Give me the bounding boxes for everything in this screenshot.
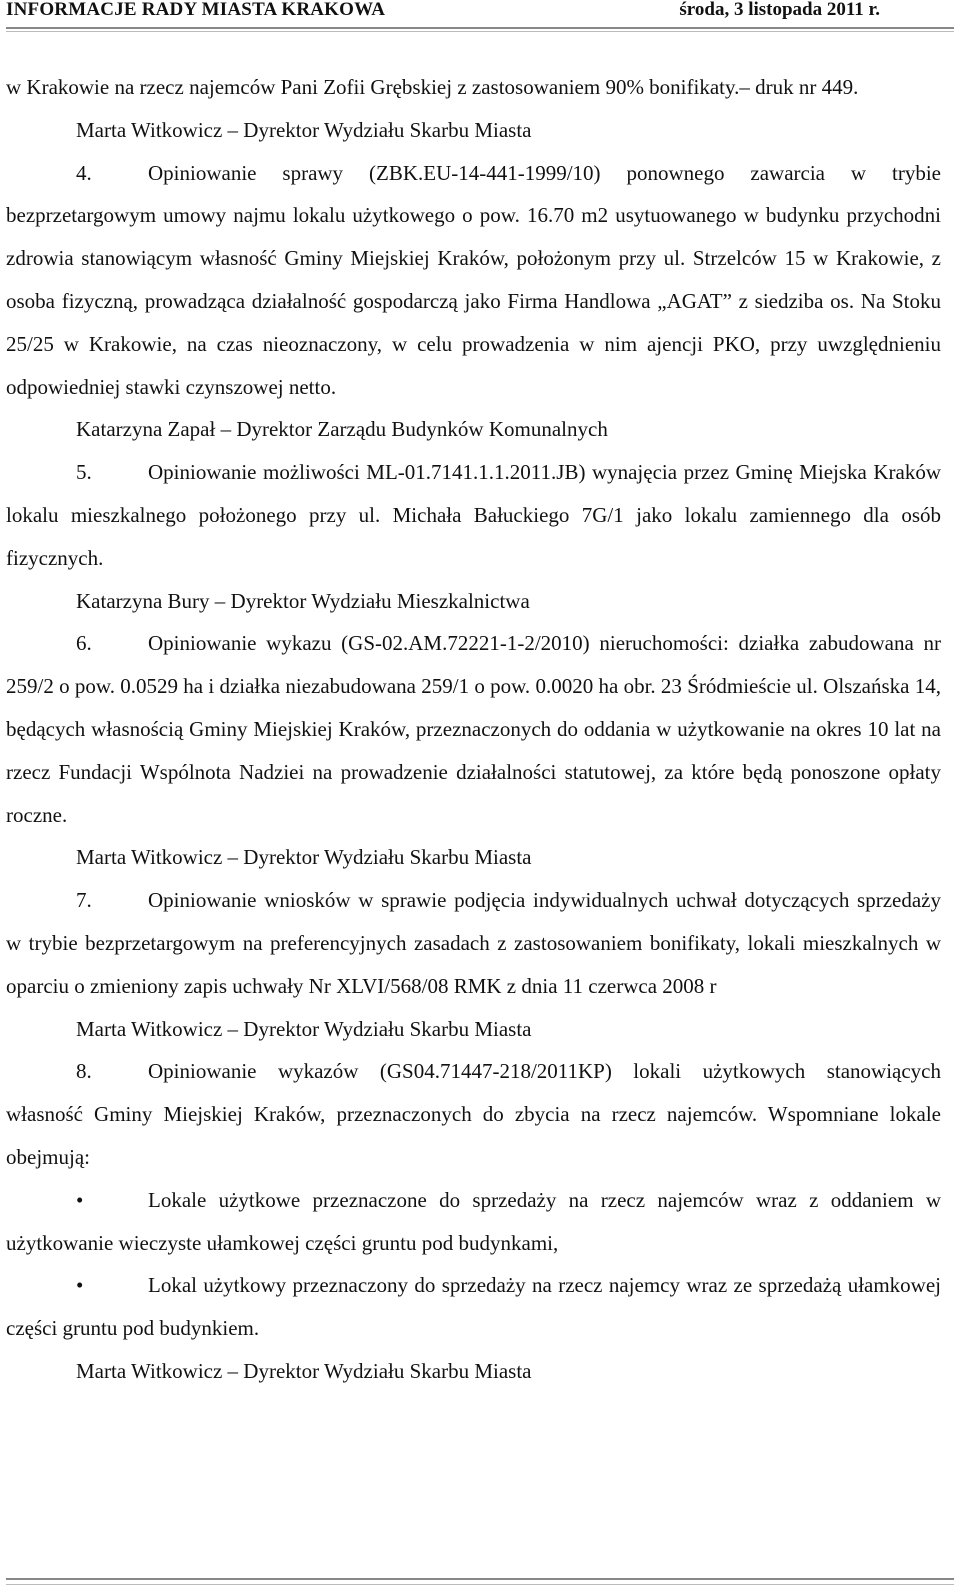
- agenda-item-6: [6, 622, 941, 836]
- agenda-item-8: [6, 1050, 941, 1178]
- item-number: 5.: [76, 460, 92, 485]
- footer-rule: [6, 1578, 954, 1585]
- signature-line: Marta Witkowicz – Dyrektor Wydziału Skarbu Miasta: [76, 845, 532, 870]
- signature-line: Katarzyna Bury – Dyrektor Wydziału Mieszkalnictwa: [76, 588, 530, 613]
- publication-date: środa, 3 listopada 2011 r.: [679, 0, 880, 20]
- bullet-item-1: [6, 1179, 941, 1265]
- item-number: 7.: [76, 888, 92, 913]
- item-text: Opiniowanie wykazu (GS-02.AM.72221-1-2/2010) nieruchomości: działka zabudowana nr 259/2 o pow. 0.0529 ha i działka niezabudowana 259/1 o pow. 0.0020 ha obr. 23 Śródmieście ul. Olszańska 14, będących własnością Gminy Miejskiej Kraków, przeznaczonych do oddania w użytkowanie na okres 10 lat na rzecz Fundacji Wspólnota Nadziei na prowadzenie działalności statutowej, za które będą ponoszone opłaty roczne.: [6, 631, 941, 827]
- item-text: Opiniowanie możliwości ML-01.7141.1.1.2011.JB) wynajęcia przez Gminę Miejska Kraków lokalu mieszkalnego położonego przy ul. Michała Bałuckiego 7G/1 jako lokalu zamiennego dla osób fizycznych.: [6, 460, 941, 570]
- bullet-text: Lokal użytkowy przeznaczony do sprzedaży na rzecz najemcy wraz ze sprzedażą ułamkowej części gruntu pod budynkiem.: [6, 1273, 941, 1341]
- item-text: Opiniowanie sprawy (ZBK.EU-14-441-1999/10) ponownego zawarcia w trybie bezprzetargowym umowy najmu lokalu użytkowego o pow. 16.70 m2 usytuowanego w budynku przychodni zdrowia stanowiącym własność Gminy Miejskiej Kraków, położonym przy ul. Strzelców 15 w Krakowie, z osoba fizyczną, prowadząca działalność gospodarczą jako Firma Handlowa „AGAT” z siedziba os. Na Stoku 25/25 w Krakowie, na czas nieoznaczony, w celu prowadzenia w nim ajencji PKO, przy uwzględnieniu odpowiedniej stawki czynszowej netto.: [6, 160, 941, 399]
- paragraph-continuation: w Krakowie na rzecz najemców Pani Zofii Grębskiej z zastosowaniem 90% bonifikaty.– druk nr 449.: [6, 75, 859, 99]
- bullet-text: Lokale użytkowe przeznaczone do sprzedaży na rzecz najemców wraz z oddaniem w użytkowanie wieczyste ułamkowej części gruntu pod budynkami,: [6, 1187, 941, 1255]
- item-text: Opiniowanie wykazów (GS04.71447-218/2011KP) lokali użytkowych stanowiących własność Gminy Miejskiej Kraków, przeznaczonych do zbycia na rzecz najemców. Wspomniane lokale obejmują:: [6, 1059, 941, 1169]
- bullet-icon: •: [76, 1273, 84, 1298]
- item-number: 6.: [76, 631, 92, 656]
- page-header: [0, 0, 960, 22]
- signature-line: Marta Witkowicz – Dyrektor Wydziału Skarbu Miasta: [76, 117, 532, 142]
- signature-line: Katarzyna Zapał – Dyrektor Zarządu Budynków Komunalnych: [76, 417, 608, 442]
- agenda-item-4: [6, 152, 941, 409]
- agenda-item-7: [6, 879, 941, 1007]
- publication-title: INFORMACJE RADY MIASTA KRAKOWA: [6, 0, 386, 20]
- header-rule: [6, 27, 954, 32]
- signature-line: Marta Witkowicz – Dyrektor Wydziału Skarbu Miasta: [76, 1016, 532, 1041]
- bullet-item-2: [6, 1264, 941, 1350]
- agenda-item-5: [6, 451, 941, 579]
- bullet-icon: •: [76, 1187, 84, 1212]
- item-text: Opiniowanie wniosków w sprawie podjęcia indywidualnych uchwał dotyczących sprzedaży w trybie bezprzetargowym na preferencyjnych zasadach z zastosowaniem bonifikaty, lokali mieszkalnych w oparciu o zmieniony zapis uchwały Nr XLVI/568/08 RMK z dnia 11 czerwca 2008 r: [6, 888, 941, 998]
- document-body: [6, 66, 941, 1393]
- item-number: 8.: [76, 1059, 92, 1084]
- item-number: 4.: [76, 160, 92, 185]
- signature-line: Marta Witkowicz – Dyrektor Wydziału Skarbu Miasta: [76, 1358, 532, 1383]
